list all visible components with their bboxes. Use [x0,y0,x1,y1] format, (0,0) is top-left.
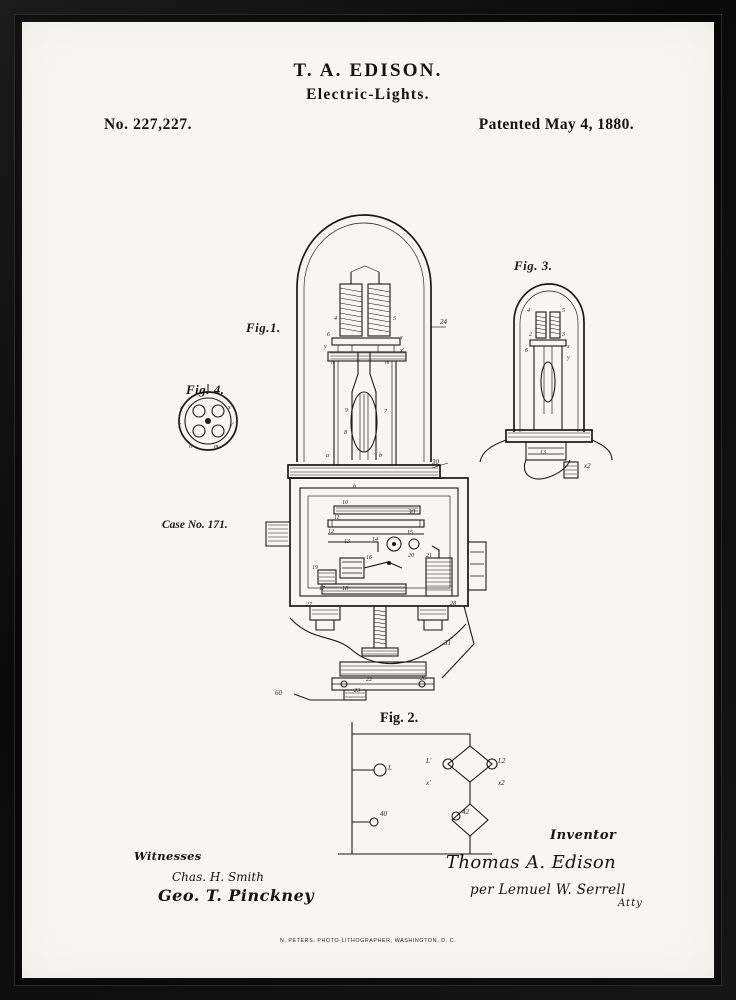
callout-fig1-7: 7 [384,409,387,415]
callout-fig1-30b: 30 [408,508,415,516]
fig3-label: Fig. 3. [514,258,553,273]
callout-fig1-12: 12 [328,529,334,535]
callout-fig3-2: 2 [529,332,532,338]
callout-fig1-n: n [331,360,334,366]
case-number: Case No. 171. [162,519,228,531]
callout-fig1-21: 21 [426,553,432,559]
callout-fig3-y: y [567,355,570,361]
callout-fig1-27: 27 [306,602,312,608]
attorney-title: Atty [618,898,643,909]
inventor-heading: Inventor [550,828,617,843]
callout-fig1-18: 18 [342,586,348,592]
callout-fig1-8: 8 [344,430,347,436]
callout-fig1-y: y [324,344,327,350]
callout-fig4-n: n [189,444,192,450]
callout-fig1-x: x [400,335,403,341]
callout-fig2-42: 42 [462,808,469,816]
callout-fig4-m: m [214,444,219,450]
callout-fig4-xprime: x' [228,405,232,411]
callout-fig3-13: 13 [540,450,546,456]
callout-fig1-h: h [353,484,356,490]
callout-fig1-31: 31 [444,639,451,647]
patent-drawing-sheet [22,22,714,978]
callout-fig3-x: x [567,344,570,350]
page-subtitle: Electric-Lights. [306,86,430,103]
callout-fig4-y: y [178,422,181,428]
fig4-label: Fig. 4. [186,382,225,397]
callout-fig1-19: 19 [312,565,318,571]
callout-fig4-yprime: y' [230,422,234,428]
page-title: T. A. EDISON. [293,60,443,81]
fig1-label: Fig.1. [246,320,281,335]
callout-fig1-4: 4 [334,316,337,322]
inventor-signature: Thomas A. Edison [446,852,617,873]
callout-fig1-6: 6 [327,332,330,338]
callout-fig1-9: 9 [345,408,348,414]
witness-signature-2: Geo. T. Pinckney [158,886,315,905]
callout-fig4-x: x [180,405,183,411]
callout-fig1-30: 30 [432,458,439,466]
callout-fig3-3: 3 [562,332,565,338]
printer-credit: N. PETERS, PHOTO-LITHOGRAPHER, WASHINGTON, D. C. [279,938,457,944]
callout-fig2-xprime: x' [426,779,431,787]
callout-fig1-11: 11 [334,515,340,521]
callout-fig1-m: m [385,360,390,366]
callout-fig3-x2: x2 [584,462,591,470]
patent-number: No. 227,227. [104,116,193,133]
callout-fig1-24: 24 [440,318,447,326]
callout-fig1-26: 26 [420,676,426,682]
attorney-signature: per Lemuel W. Serrell [470,882,626,898]
callout-fig3-5: 5 [562,308,565,314]
callout-fig1-14: 14 [372,537,378,543]
callout-fig2-40: 40 [380,810,387,818]
witnesses-heading: Witnesses [134,849,202,863]
fig2-label: Fig. 2. [380,710,419,726]
callout-fig1-5: 5 [393,316,396,322]
callout-fig1-15: 15 [407,530,413,536]
callout-fig3-4: 4 [527,308,530,314]
callout-fig1-23: 23 [354,688,360,694]
callout-fig1-16: 16 [366,555,372,561]
callout-fig1-10: 10 [342,500,348,506]
callout-fig2-x2: x2 [498,779,505,787]
callout-fig1-a: a [326,453,329,459]
callout-fig1-17: 17 [319,586,325,592]
callout-fig1-22: 22 [366,677,372,683]
callout-fig1-20: 20 [408,553,414,559]
patent-date: Patented May 4, 1880. [478,116,634,133]
callout-fig1-b: b [379,453,382,459]
callout-fig2-Lprime: L' [426,757,432,765]
callout-fig3-6: 6 [525,348,528,354]
callout-fig2-L2: L2 [498,757,506,765]
callout-fig2-L: L [388,764,392,772]
callout-fig1-13: 13 [344,539,350,545]
witness-signature-1: Chas. H. Smith [172,870,264,884]
callout-fig1-60: 60 [275,689,282,697]
callout-fig1-xprime: x' [400,348,404,354]
callout-fig1-28: 28 [450,601,456,607]
